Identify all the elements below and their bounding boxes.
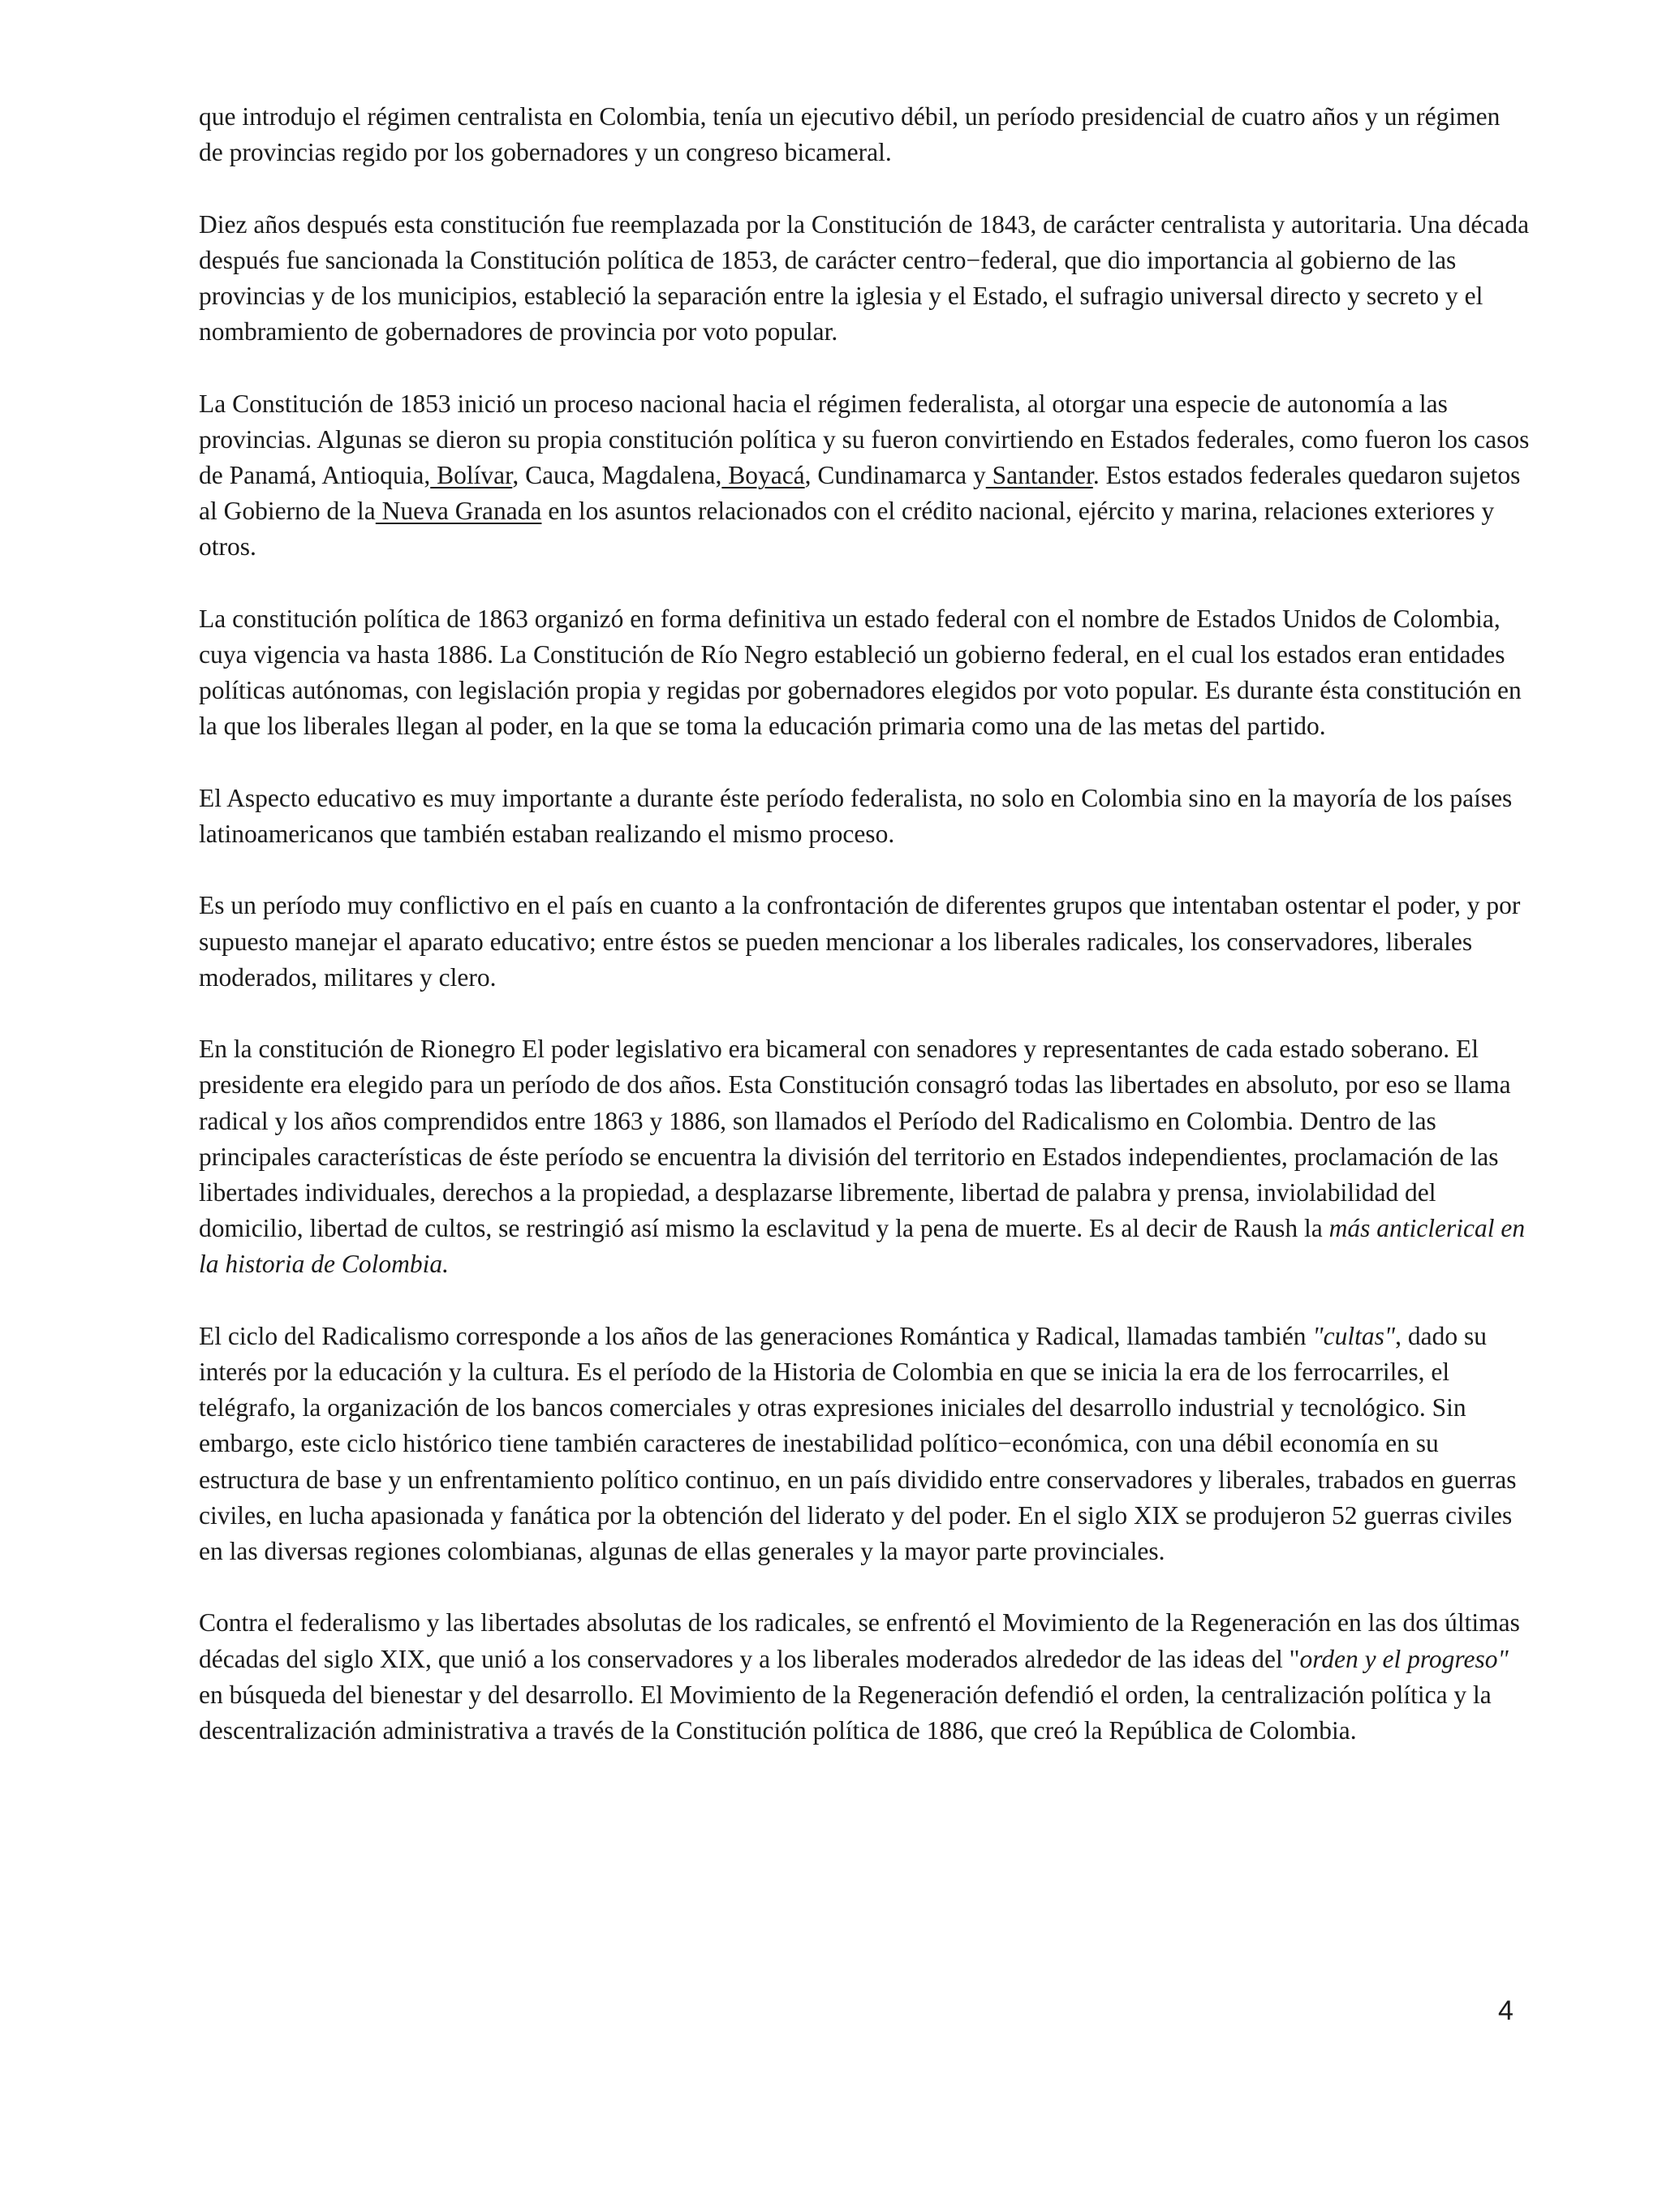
paragraph-3-text-2: , Cauca, Magdalena,: [512, 461, 722, 489]
paragraph-8-italic: "cultas": [1312, 1321, 1396, 1350]
page-number: 4: [1498, 1995, 1513, 2026]
document-body: [199, 99, 1530, 1784]
link-nueva-granada[interactable]: Nueva Granada: [375, 497, 542, 526]
paragraph-9-text-2: en búsqueda del bienestar y del desarrollo. El Movimiento de la Regeneración defendió el orden, la centralización política y la descentralización administrativa a través de la Constitución política de 1886, que creó la República de Colombia.: [199, 1680, 1492, 1745]
paragraph-8-text-1: El ciclo del Radicalismo corresponde a los años de las generaciones Romántica y Radical, llamadas también: [199, 1321, 1313, 1350]
paragraph-9-italic: orden y el progreso": [1299, 1644, 1509, 1673]
link-bolivar[interactable]: Bolívar: [430, 461, 513, 489]
paragraph-9: [199, 1605, 1530, 1749]
paragraph-7-italic: más anticlerical en la historia de Colombia.: [199, 1214, 1526, 1279]
paragraph-2: Diez años después esta constitución fue reemplazada por la Constitución de 1843, de carácter centralista y autoritaria. Una década después fue sancionada la Constitución política de 1853, de carácter centro−federal, que dio importancia al gobierno de las provincias y de los municipios, estableció la separación entre la iglesia y el Estado, el sufragio universal directo y secreto y el nombramiento de gobernadores de provincia por voto popular.: [199, 209, 1530, 346]
paragraph-3: [199, 386, 1530, 566]
paragraph-7-text: En la constitución de Rionegro El poder legislativo era bicameral con senadores y representantes de cada estado soberano. El presidente era elegido para un período de dos años. Esta Constitución consagró todas las libertades en absoluto, por eso se llama radical y los años comprendidos entre 1863 y 1886, son llamados el Período del Radicalismo en Colombia. Dentro de las principales características de éste período se encuentra la división del territorio en Estados independientes, proclamación de las libertades individuales, derechos a la propiedad, a desplazarse libremente, libertad de palabra y prensa, inviolabilidad del domicilio, libertad de cultos, se restringió así mismo la esclavitud y la pena de muerte. Es al decir de Raush la: [199, 1035, 1511, 1243]
paragraph-9-text-1: Contra el federalismo y las libertades absolutas de los radicales, se enfrentó el Movimiento de la Regeneración en las dos últimas décadas del siglo XIX, que unió a los conservadores y a los liberales moderados alrededor de las ideas del ": [199, 1608, 1520, 1673]
link-santander[interactable]: Santander: [985, 461, 1093, 489]
paragraph-3-text-1: La Constitución de 1853 inició un proceso nacional hacia el régimen federalista, al otorgar una especie de autonomía a las provincias. Algunas se dieron su propia constitución política y su fueron convirtiendo en Estados federales, como fueron los casos de Panamá, Antioquia,: [199, 389, 1530, 489]
paragraph-3-text-3: , Cundinamarca y: [804, 461, 986, 489]
paragraph-8-text-2: , dado su interés por la educación y la cultura. Es el período de la Historia de Colombia en que se inicia la era de los ferrocarriles, el telégrafo, la organización de los bancos comerciales y otras expresiones iniciales del desarrollo industrial y tecnológico. Sin embargo, este ciclo histórico tiene también caracteres de inestabilidad político−económica, con una débil economía en su estructura de base y un enfrentamiento político continuo, en un país dividido entre conservadores y liberales, trabados en guerras civiles, en lucha apasionada y fanática por la obtención del liderato y del poder. En el siglo XIX se produjeron 52 guerras civiles en las diversas regiones colombianas, algunas de ellas generales y la mayor parte provinciales.: [199, 1321, 1517, 1566]
paragraph-1: que introdujo el régimen centralista en Colombia, tenía un ejecutivo débil, un período presidencial de cuatro años y un régimen de provincias regido por los gobernadores y un congreso bicameral.: [199, 102, 1501, 167]
paragraph-4: La constitución política de 1863 organizó en forma definitiva un estado federal con el nombre de Estados Unidos de Colombia, cuya vigencia va hasta 1886. La Constitución de Río Negro estableció un gobierno federal, en el cual los estados eran entidades políticas autónomas, con legislación propia y regidas por gobernadores elegidos por voto popular. Es durante ésta constitución en la que los liberales llegan al poder, en la que se toma la educación primaria como una de las metas del partido.: [199, 604, 1522, 741]
paragraph-8: [199, 1319, 1530, 1569]
link-boyaca[interactable]: Boyacá: [721, 461, 805, 489]
paragraph-6: Es un período muy conflictivo en el país en cuanto a la confrontación de diferentes grupos que intentaban ostentar el poder, y por supuesto manejar el aparato educativo; entre éstos se pueden mencionar a los liberales radicales, los conservadores, liberales moderados, militares y clero.: [199, 891, 1521, 992]
paragraph-7: [199, 1031, 1530, 1282]
paragraph-3-text-5: en los asuntos relacionados con el crédito nacional, ejército y marina, relaciones exteriores y otros.: [199, 497, 1495, 562]
paragraph-3-text-4: . Estos estados federales quedaron sujetos al Gobierno de la: [199, 461, 1521, 526]
paragraph-5: El Aspecto educativo es muy importante a durante éste período federalista, no solo en Colombia sino en la mayoría de los países latinoamericanos que también estaban realizando el mismo proceso.: [199, 783, 1513, 848]
